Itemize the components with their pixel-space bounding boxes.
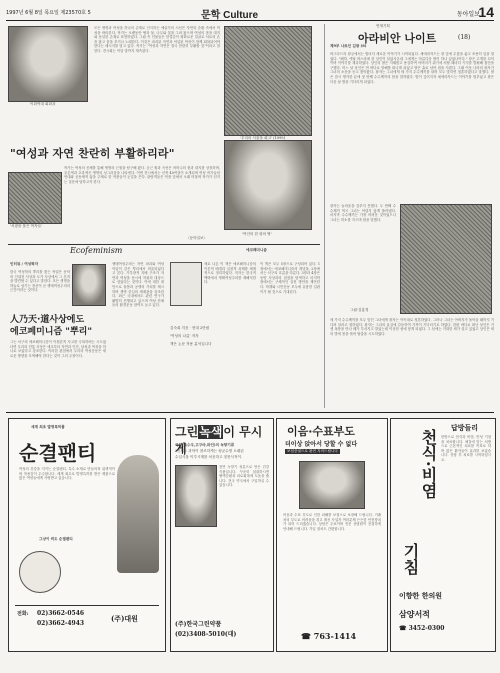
ad1-body: 여성의 건강을 지키는 순결팬티. 특수 소재로 만들어져 위생적이며 착용감이 우수합니다. 세계 최초로 발명특허를 받은 제품으로 많은 여성들에게 사랑받고 있습니다. [19,467,115,481]
ad-asthma [390,418,496,652]
ad3-photo [299,461,365,509]
ad1-title: 순결팬티 [19,441,97,465]
ad2-title-b: 녹색 [199,425,223,439]
ad4-side-top: 답방들리 [451,423,479,432]
interview-kicker: 인터뷰 / 여성학자 [10,262,39,266]
serial-number: (18) [458,34,471,41]
ad1-phone-2: 02)3662-4943 [37,620,85,627]
ad1-seal [19,551,61,593]
artwork-center [224,140,312,230]
caption-left: '서광을 품은 여자들' [10,224,43,228]
serial-illustration [400,204,492,314]
ad4-clinic: 삼양서적 [399,609,430,619]
divider-line [8,244,320,245]
ad1-badge: 세계 최초 발명특허품 [31,425,65,429]
ad4-org: 이향한 한의원 [399,591,443,600]
page-number: 14 [478,4,494,20]
interview-body-2: 그는 서구의 에코페미니즘이 이원론적 사고를 극복하려는 시도였다면 우리의 전통 사상은 애초부터 자연과 인간, 남성과 여성을 하나로 보았다고 강조한다. 이러한 관점에서 우리의 여성운동은 새로운 방향을 모색해야 한다는 것이 그의 주장이다. [10,340,106,358]
main-article-body-mid: 작가는 여성의 신체를 통해 생명의 근원을 탐구해 왔다. 둥근 원과 곡선은 어머니의 품과 대지를 상징하며, 푸른색과 초록색은 생명의 싱그러움을 나타낸다. 이번 전시에서는 신작 40여점이 소개되며 여성 작가들의 연대와 공동체적 삶을 주제로 한 작품들이 눈길을 끈다. 관람객들은 작품 앞에서 오래 머물며 작가가 던지는 질문에 답하고자 한다. [64,166,220,184]
ad2-sub: 국립(육수우,고구마,파인)의 녹향기류 [175,443,235,447]
artwork-top-left [8,26,88,102]
ad4-title2: 기침 [401,543,420,575]
main-byline: 〈동아일보〉 [186,236,208,240]
ecofeminism-body-col4: 이 책은 모두 5장으로 구성되어 있다. 1장에서는 에코페미니즘의 개념을, 2장에서는 서구의 흐름을 다룬다. 3장과 4장은 동양 사상과의 접점을 탐색하고 마지막 장에서는 구체적인 실천 방안을 제안한다. 학계와 시민운동 모두에 유용한 길잡이가 될 것으로 기대된다. [260,262,320,294]
ad4-phone: ☎ 3452-0300 [399,625,445,632]
ad-panties [8,418,166,652]
serial-kicker: 연재기획 [376,24,390,28]
ad4-title: 천식·비염 [419,429,438,499]
main-headline: "여성과 자연 찬란히 부활하리라" [10,147,175,160]
ad3-hot: 보험증권으로 완전 지켜드립니다 [287,449,338,453]
caption-mid: '우리의 식물을 회고' (1995) [240,136,286,140]
portrait-photo [72,264,106,306]
ecofeminism-side-tag: 에코페미니즘 [246,248,267,252]
ad2-phone: (02)3408-5010(대) [175,631,237,638]
serial-title: 아라비안 나이트 [358,32,437,45]
book-title: '여성의 나름' 저자 [170,334,199,338]
ad1-model-photo [117,455,159,573]
book-caption: 김숙희 지음 · 현대 2만원 [170,326,210,330]
ad1-phone-label: 전화: [17,611,29,617]
serial-body-2: 왕자는 놀라움을 감추지 못했다. 두 번째 수수께끼 역시 그녀는 어렵지 않게 풀어냈다. 마지막 수수께끼는 가장 어려운 것이었으나 그녀는 미소를 지으며 답을 말했다. [330,204,396,222]
ad-green [170,418,274,652]
caption-center: '여인의 한 평의 땅' [242,232,272,236]
ad2-title-a: 그린 [175,425,199,439]
ad2-product-photo [175,465,217,527]
interview-title-2: 에코페미니즘 "뿌리" [10,327,93,337]
ad-divider [6,412,494,413]
ad2-body: 천연 녹향기 성분으로 만든 건강식품입니다. 꾸준히 섭취하시면 혈액순환과 피로회복에 도움을 줍니다. 전국 약국에서 구입하실 수 있습니다. [219,465,269,488]
caption-top-left: 이화여대 회화과 [30,102,56,106]
ad1-phone-1: 02)3662-0546 [37,610,85,617]
book-note: 책은 논문 적용 분석입니다 [170,342,212,346]
serial-subhead: 제9부 나르인 김왕 (8) [330,44,367,48]
paper-name: 동아일보 [456,11,480,18]
ad1-slogan: 그냥이 싹도 순결팬티 [39,537,73,541]
book-review-body: 새로 나온 이 책은 에코페미니즘의 이론적 배경과 실천적 과제를 체계적으로 정리하였다. 저자는 한국적 맥락에서 생태여성주의를 재해석한다. [204,262,256,285]
ad3-sub: 더이상 앉아서 당할 수 없다 [285,441,358,448]
issue-date: 1997년 6월 8일 목요일 제23570호 5 [6,10,91,16]
section-title: 문학 Culture [201,10,259,21]
ad2-line3: 수입식물 이루시계를 처음하고 칭찬식적이. [175,455,243,459]
ad1-company: (주)대원 [111,614,138,623]
ad3-body: 어음과 수표 부도로 인한 피해를 보험으로 보장해 드립니다. 거래처의 부도로 어려움을 겪고 계신 사업자 여러분께 든든한 안전장치가 되어 드리겠습니다. 상담은 무료이며 전문 상담원이 친절하게 안내해 드립니다. 가입 절차도 간편합니다. [283,513,381,531]
artwork-left [8,172,62,224]
ad2-contact: (주)한국그린약품 [175,621,222,628]
ad3-title: 이음·수표부도 [287,425,355,438]
illustration-caption: 그림·김홍경 [350,308,369,312]
book-cover [170,262,202,306]
artwork-top-right [224,26,312,136]
ad2-title-c: 이 무시게 [175,425,263,456]
ad3-phone: ☎ 763-1414 [301,631,357,641]
main-article-body-top: 모든 생명과 여성을 하나의 존재로 인식하는 예술가의 시선은 자연의 순환 속에서 여성을 바라본다. 작가는 오랫동안 땅과 물, 나무와 꽃을 그려 왔으며 여성의 몸을 대지와 동일한 존재로 표현하였다. 그림 속 인물들은 한결같이 평화로운 얼굴로 서로의 손을 잡고 춤을 추거나 노래한다. 이것은 파괴된 자연과 억압된 여성이 함께 회복되어야 한다는 메시지를 담고 있다. 작가는 "여성과 자연은 결국 찬란히 부활할 것"이라고 말한다. 전시회는 이달 말까지 계속된다. [94,26,220,53]
interview-body-1: 한국 여성학의 뿌리를 찾는 작업은 동학의 인내천 사상과 도가 사상에서 그 흔적을 발견할 수 있다고 말한다. 모든 생명을 하늘로 섬기는 정신이 곧 생태여성주의의 근간이라는 것이다. [10,270,70,293]
serial-body-1: 바그다드의 왕궁에서는 밤마다 새로운 이야기가 시작되었다. 셰에라자드는 왕 앞에 무릎을 꿇고 조용히 입을 열었다. "폐하, 옛날 바스라에 한 상인이 살았사온데 그에게는 아름다운 딸이 하나 있었나이다." 왕은 고개를 끄덕이며 이야기를 재촉하였다. 상인의 딸은 지혜롭고 용감하여 아버지가 위기에 처할 때마다 기지를 발휘해 집안을 구했다. 어느 날 상인은 먼 바다로 항해를 떠나게 되었고 딸은 홀로 남아 집을 지켰다. 그때 이웃 나라의 왕자가 그녀의 소문을 듣고 찾아왔다. 왕자는 그녀에게 세 가지 수수께끼를 내며 모두 맞히면 청혼하겠다고 말했다. 딸은 잠시 생각한 끝에 첫 번째 수수께끼의 답을 말하였다. 밤이 깊어지자 셰에라자드는 이야기를 멈추었고 왕은 다음 날 밤을 기다리게 되었다. [330,52,494,84]
serial-body-3: 세 가지 수수께끼를 모두 맞힌 그녀에게 왕자는 약속대로 청혼하였다. 그러나 그녀는 아버지가 돌아올 때까지 기다려 달라고 청하였다. 왕자는 그녀의 효심에 감동하여 기꺼이 기다리기로 하였다. 한편 바다로 떠난 상인은 거센 폭풍을 만나 배가 부서지고 말았는데 이상한 섬에 닿게 되었다. 그 섬에는 거대한 새가 살고 있었고 상인은 새의 발에 몸을 묶어 탈출을 시도하였다. [330,318,494,336]
ad2-line2: "현재도 과학이 참조하게는 평균수명 오래된 [175,449,244,453]
ad4-body: 한방으로 천식과 비염, 만성 기침을 치료합니다. 체질에 맞는 처방으로 근본적인 치료를 목표로 하며 많은 환자들이 효과를 보았습니다. 상담 후 치료를 시작하십시오. [441,435,491,462]
ad1-contact [15,605,159,646]
ecofeminism-tag: Ecofeminism [70,246,123,255]
ad-bounced-check [276,418,388,652]
ecofeminism-body-col2: 생태여성주의는 자연 파괴와 여성 억압이 같은 뿌리에서 비롯되었다고 본다. 가부장적 지배 구조가 자연과 여성을 동시에 착취의 대상으로 삼았다는 것이다. 이에 대한 대안으로 돌봄과 공생의 가치를 제시하며 생명 중심의 세계관을 강조한다. 최근 국내에서도 관련 연구가 활발히 진행되고 있으며 여성 단체들의 환경운동 참여도 늘고 있다. [112,262,164,308]
column-rule [324,24,325,408]
interview-title-1: 人乃天·道사상에도 [10,315,85,325]
page-header [6,6,494,21]
